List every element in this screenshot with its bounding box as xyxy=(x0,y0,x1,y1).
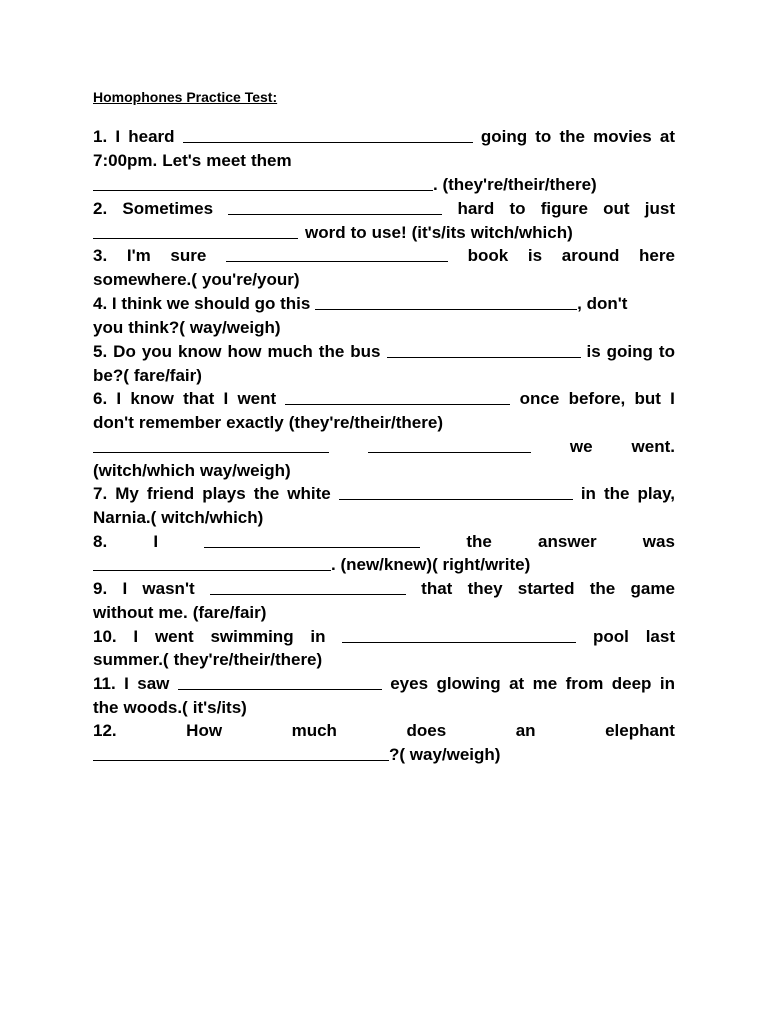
q6-word: I xyxy=(116,389,122,408)
q1-word: movies xyxy=(593,127,652,146)
q5-word: be?( xyxy=(93,366,129,385)
answer-blank-q8a[interactable] xyxy=(204,530,420,548)
q5-word: know xyxy=(178,342,222,361)
q7-word: play, xyxy=(637,484,675,503)
q10-word: swimming xyxy=(210,627,294,646)
q8-word: was xyxy=(642,532,675,551)
q1-word: 7:00pm. xyxy=(93,151,158,170)
q5-word: going xyxy=(606,342,653,361)
q7-word: My xyxy=(115,484,139,503)
q1-word: going xyxy=(480,127,528,146)
q12-word: How xyxy=(186,721,223,740)
q5-word: much xyxy=(267,342,313,361)
q9-number: 9. xyxy=(93,579,108,598)
q11-word: in xyxy=(659,674,675,693)
q1-word: I xyxy=(115,127,121,146)
q12-word: does xyxy=(406,721,447,740)
answer-blank-q4[interactable] xyxy=(315,292,577,310)
q1-word: the xyxy=(559,127,585,146)
q2-word: hard xyxy=(457,199,495,218)
q6-word: went xyxy=(237,389,277,408)
q8-word: answer xyxy=(538,532,597,551)
question-6-line-4 xyxy=(93,459,675,483)
q6-word: we xyxy=(569,437,593,456)
q11-word: woods.( xyxy=(123,698,188,717)
q6-word: but xyxy=(634,389,661,408)
q7-options: witch/which) xyxy=(161,508,264,527)
q6-word: I xyxy=(670,389,675,408)
q6-options: way/weigh) xyxy=(200,461,291,480)
q7-word: in xyxy=(580,484,596,503)
q6-word: exactly xyxy=(226,413,284,432)
q7-word: the xyxy=(253,484,280,503)
q4-word: you xyxy=(93,318,124,337)
q4-word: go xyxy=(254,294,276,313)
question-11-line-1 xyxy=(93,672,675,696)
q4-word: think xyxy=(121,294,162,313)
q6-word: that xyxy=(183,389,215,408)
answer-blank-q6a[interactable] xyxy=(285,387,510,405)
q3-word: somewhere.( xyxy=(93,270,197,289)
q10-word: I xyxy=(133,627,139,646)
question-1-line-3 xyxy=(93,173,675,197)
q3-word: is xyxy=(527,246,543,265)
q9-word: they xyxy=(467,579,503,598)
question-4-line-1 xyxy=(93,292,675,316)
q2-word: figure xyxy=(540,199,588,218)
q9-word: wasn't xyxy=(142,579,195,598)
answer-blank-q2b[interactable] xyxy=(93,221,298,239)
answer-blank-q7[interactable] xyxy=(339,482,573,500)
question-7-line-1 xyxy=(93,482,675,506)
question-2-line-1 xyxy=(93,197,675,221)
q6-word: remember xyxy=(138,413,222,432)
q4-word: , xyxy=(577,294,582,313)
q9-word: started xyxy=(517,579,575,598)
q12-word: much xyxy=(291,721,337,740)
question-6-line-3 xyxy=(93,435,675,459)
q2-word: just xyxy=(644,199,675,218)
q2-number: 2. xyxy=(93,199,108,218)
q1-word: at xyxy=(659,127,675,146)
q7-word: white xyxy=(287,484,331,503)
q10-word: pool xyxy=(593,627,629,646)
answer-blank-q1b[interactable] xyxy=(93,173,433,191)
q2-options: (it's/its xyxy=(411,223,466,242)
q8-number: 8. xyxy=(93,532,108,551)
q9-word: the xyxy=(589,579,616,598)
q11-word: eyes xyxy=(390,674,429,693)
question-3-line-1 xyxy=(93,244,675,268)
q11-word: deep xyxy=(611,674,652,693)
q6-options: (witch/which xyxy=(93,461,195,480)
q9-options: (fare/fair) xyxy=(192,603,267,622)
question-11-line-2 xyxy=(93,696,675,720)
q4-word: this xyxy=(280,294,311,313)
q11-word: at xyxy=(509,674,525,693)
q5-word: the xyxy=(318,342,345,361)
q2-word: use! xyxy=(371,223,407,242)
q8-options: . (new/knew)( right/write) xyxy=(331,555,531,574)
q2-options: witch/which) xyxy=(470,223,573,242)
q3-word: I'm xyxy=(126,246,151,265)
q6-word: don't xyxy=(93,413,134,432)
q4-word: should xyxy=(194,294,250,313)
q5-word: Do xyxy=(113,342,136,361)
q4-word: don't xyxy=(586,294,628,313)
q8-word: the xyxy=(466,532,492,551)
q5-number: 5. xyxy=(93,342,108,361)
q3-options: you're/your) xyxy=(201,270,300,289)
q12-word: an xyxy=(515,721,536,740)
q11-word: I xyxy=(124,674,129,693)
q6-word: know xyxy=(130,389,174,408)
q4-number: 4. xyxy=(93,294,108,313)
question-1-line-1 xyxy=(93,125,675,149)
worksheet-title: Homophones Practice Test: xyxy=(93,89,278,105)
question-12-line-1 xyxy=(93,719,675,743)
q5-word: how xyxy=(227,342,262,361)
question-5-line-2 xyxy=(93,364,675,388)
q12-number: 12. xyxy=(93,721,117,740)
q4-word: I xyxy=(111,294,117,313)
q4-word: think?( xyxy=(128,318,185,337)
question-8-line-1 xyxy=(93,530,675,554)
q7-word: plays xyxy=(202,484,246,503)
q2-word: word xyxy=(305,223,346,242)
q11-word: saw xyxy=(137,674,170,693)
q9-word: that xyxy=(421,579,453,598)
q5-word: bus xyxy=(350,342,381,361)
q7-number: 7. xyxy=(93,484,108,503)
q3-number: 3. xyxy=(93,246,108,265)
q9-word: I xyxy=(122,579,128,598)
q11-word: from xyxy=(565,674,604,693)
answer-blank-q1a[interactable] xyxy=(183,125,473,143)
q1-word: to xyxy=(535,127,552,146)
q2-word: out xyxy=(603,199,630,218)
q6-word: once xyxy=(519,389,560,408)
q7-word: friend xyxy=(146,484,195,503)
q11-word: me xyxy=(532,674,558,693)
q1-word: them xyxy=(250,151,292,170)
answer-blank-q10[interactable] xyxy=(342,625,576,643)
q7-word: Narnia.( xyxy=(93,508,157,527)
question-12-line-2 xyxy=(93,743,675,767)
question-2-line-2 xyxy=(93,221,675,245)
q9-word: without xyxy=(93,603,154,622)
answer-blank-q11[interactable] xyxy=(178,672,382,690)
q3-word: around xyxy=(561,246,620,265)
q5-word: to xyxy=(658,342,675,361)
answer-blank-q2a[interactable] xyxy=(228,197,442,215)
q1-word: Let's xyxy=(162,151,202,170)
q1-number: 1. xyxy=(93,127,108,146)
q2-word: Sometimes xyxy=(122,199,214,218)
answer-blank-q12[interactable] xyxy=(93,743,389,761)
answer-blank-q6b[interactable] xyxy=(93,435,329,453)
q9-word: me. xyxy=(158,603,188,622)
q6-word: I xyxy=(223,389,229,408)
answer-blank-q3[interactable] xyxy=(226,244,448,262)
q8-word: I xyxy=(153,532,159,551)
question-10-line-2 xyxy=(93,648,675,672)
question-9-line-1 xyxy=(93,577,675,601)
q10-number: 10. xyxy=(93,627,117,646)
q2-word: to xyxy=(509,199,526,218)
q3-word: book xyxy=(467,246,509,265)
q6-word: before, xyxy=(568,389,626,408)
q4-word: we xyxy=(166,294,190,313)
q6-word: went. xyxy=(631,437,675,456)
q11-word: glowing xyxy=(436,674,501,693)
answer-blank-q6c[interactable] xyxy=(368,435,531,453)
q11-word: the xyxy=(93,698,119,717)
question-3-line-2 xyxy=(93,268,675,292)
q10-options: they're/their/there) xyxy=(173,650,323,669)
q3-word: here xyxy=(639,246,675,265)
question-8-line-2 xyxy=(93,553,675,577)
q6-options: (they're/their/there) xyxy=(288,413,443,432)
q11-options: it's/its) xyxy=(192,698,247,717)
q11-number: 11. xyxy=(93,674,116,693)
q5-word: is xyxy=(586,342,601,361)
q5-options: fare/fair) xyxy=(133,366,202,385)
q7-word: the xyxy=(603,484,630,503)
question-7-line-2 xyxy=(93,506,675,530)
q1-word: meet xyxy=(206,151,246,170)
q12-options: ?( way/weigh) xyxy=(389,745,501,764)
q10-word: in xyxy=(310,627,326,646)
q1-options: . (they're/their/there) xyxy=(433,175,597,194)
answer-blank-q5[interactable] xyxy=(387,340,581,358)
question-10-line-1 xyxy=(93,625,675,649)
question-1-line-2 xyxy=(93,149,675,173)
q9-word: game xyxy=(630,579,675,598)
q10-word: summer.( xyxy=(93,650,169,669)
q5-word: you xyxy=(141,342,173,361)
question-9-line-2 xyxy=(93,601,675,625)
question-6-line-1 xyxy=(93,387,675,411)
question-5-line-1 xyxy=(93,340,675,364)
q1-word: heard xyxy=(128,127,175,146)
q3-word: sure xyxy=(170,246,207,265)
q4-options: way/weigh) xyxy=(189,318,281,337)
q2-word: to xyxy=(350,223,367,242)
q10-word: last xyxy=(645,627,675,646)
q6-number: 6. xyxy=(93,389,108,408)
answer-blank-q9[interactable] xyxy=(210,577,406,595)
answer-blank-q8b[interactable] xyxy=(93,553,331,571)
question-4-line-2 xyxy=(93,316,675,340)
question-6-line-2 xyxy=(93,411,675,435)
q12-word: elephant xyxy=(605,721,675,740)
q10-word: went xyxy=(154,627,194,646)
